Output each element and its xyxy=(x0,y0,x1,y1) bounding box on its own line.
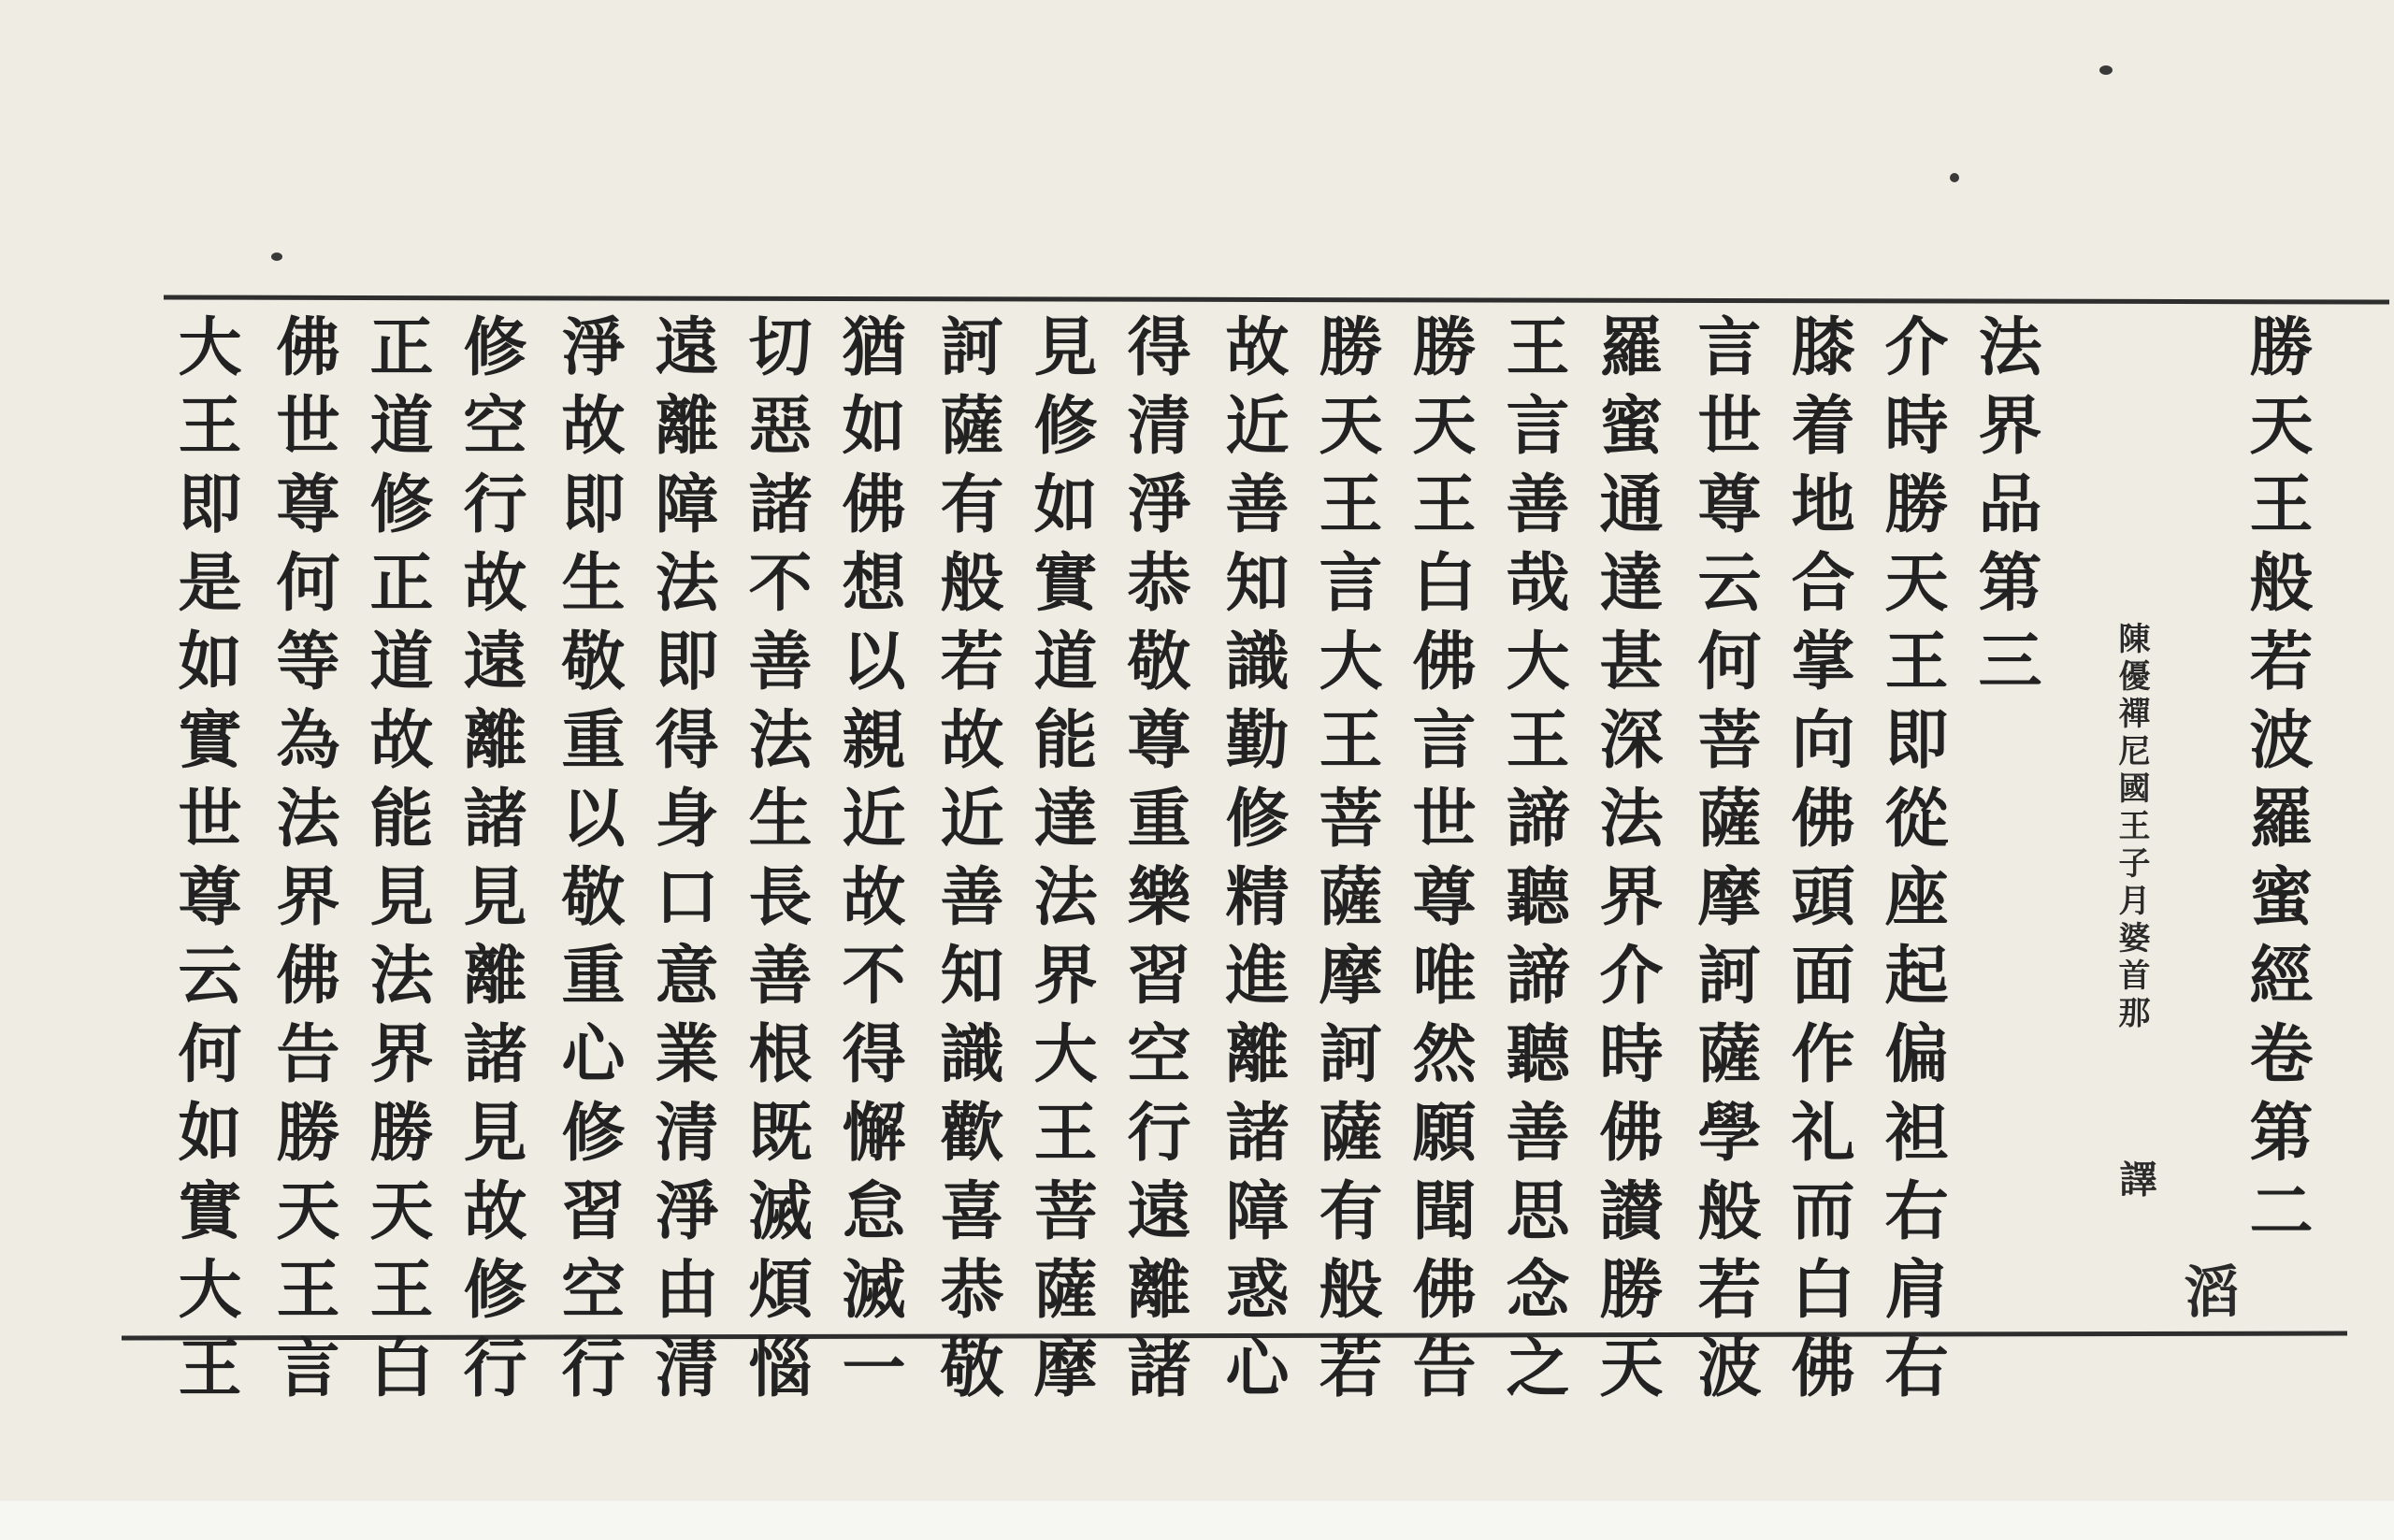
ink-speck xyxy=(271,252,282,261)
text-column: 介時勝天王即從座起偏袒右肩右 xyxy=(1874,313,1949,1413)
text-column: 大王即是如實世尊云何如實大王 xyxy=(167,313,242,1413)
text-column: 淨故即生敬重以敬重心修習空行 xyxy=(551,313,626,1413)
text-column: 羅蜜通達甚深法界介時佛讃勝天 xyxy=(1589,313,1664,1413)
text-column: 言世尊云何菩薩摩訶薩學般若波 xyxy=(1687,313,1762,1413)
text-column: 正道修正道故能見法界勝天王白 xyxy=(359,313,434,1413)
translator-credit: 陳優禪尼國王子月婆首那 xyxy=(2113,622,2150,1033)
text-column: 得清淨恭敬尊重樂習空行遠離諸 xyxy=(1117,313,1191,1413)
text-column: 勝天王言大王菩薩摩訶薩有般若 xyxy=(1308,313,1383,1413)
text-column: 膝着地合掌向佛頭面作礼而白佛 xyxy=(1781,313,1855,1413)
text-column: 見修如實道能達法界大王菩薩摩 xyxy=(1023,313,1098,1413)
ink-speck xyxy=(1950,173,1959,182)
sutra-title: 勝天王般若波羅蜜經卷第二 xyxy=(2239,313,2314,1256)
text-column: 猶如佛想以親近故不得懈怠滅一 xyxy=(831,313,906,1413)
text-column: 王言善哉大王諦聽諦聽善思念之 xyxy=(1495,313,1570,1413)
page-mark: 滔 xyxy=(2184,1260,2240,1326)
scan-margin xyxy=(0,1501,2394,1540)
text-column: 修空行故遠離諸見離諸見故修行 xyxy=(453,313,527,1413)
text-column: 遠離障法即得身口意業清淨由清 xyxy=(644,313,719,1413)
text-column: 佛世尊何等為法界佛告勝天王言 xyxy=(266,313,340,1413)
section-heading: 法界品第三 xyxy=(1968,313,2042,706)
translator-role: 譯 xyxy=(2113,1159,2157,1202)
ink-speck xyxy=(2099,65,2113,75)
top-border-rule xyxy=(164,295,2389,305)
text-column: 訶薩有般若故近善知識歡喜恭敬 xyxy=(930,313,1004,1413)
text-column: 勝天王白佛言世尊唯然願聞佛告 xyxy=(1402,313,1477,1413)
text-column: 切惡諸不善法生長善根既滅煩惱 xyxy=(738,313,813,1413)
text-column: 故近善知識勤修精進離諸障惑心 xyxy=(1215,313,1290,1413)
